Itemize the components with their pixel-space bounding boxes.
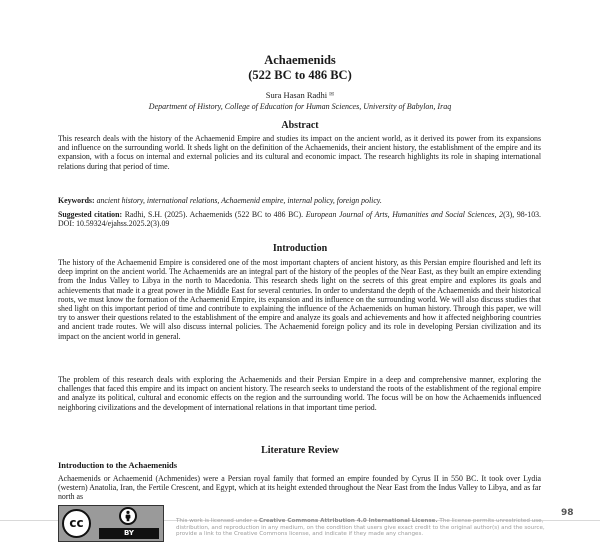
introduction-paragraph-2: The problem of this research deals with exploring the Achaemenids and their Persian Empire in a deep and comprehensive manner, exploring the challenges that faced this empire and its impact on ancient history. The research seeks to understand the roots of the establishment of the regional empire and analyze its political, cultural and economic effects on the region and the surrounding world. The focus will be on how the Achaemenids influenced neighboring civilizations and the development of international relations in that important time period. — [58, 375, 541, 412]
license-text — [176, 518, 556, 538]
author-name: Sura Hasan Radhi — [265, 90, 328, 100]
citation-text-b: (3), 98-103. DOI: 10.59324/ejahss.2025.2(3).09 — [58, 210, 541, 229]
orcid-icon[interactable]: ✉ — [329, 92, 335, 98]
citation-label: Suggested citation: — [58, 210, 123, 219]
citation-journal: European Journal of Arts, Humanities and Social Sciences, 2 — [305, 210, 504, 219]
page-number: 98 — [561, 508, 574, 518]
citation-text-a: Radhi, S.H. (2025). Achaemenids (522 BC to 486 BC). — [124, 210, 304, 219]
introduction-heading: Introduction — [272, 243, 328, 254]
literature-review-paragraph-1: Achaemenids or Achaemenid (Achmenides) were a Persian royal family that formed an empire founded by Cyrus II in 550 BC. It took over Lydia (western) Anatolia, Iran, the Fertile Crescent, and Egypt, which at its height extended throughout the Near East from the Indus Valley to Libya, and as far north as — [58, 474, 541, 502]
license-text-b: The license permits unrestricted use, distribution, and reproduction in any medium, on the condition that users give exact credit to the original author(s) and the source, provide a link to the Creative Commons license, and indicate if they made any changes. — [176, 518, 545, 538]
paper-subtitle: (522 BC to 486 BC) — [248, 68, 352, 82]
author-affiliation: Department of History, College of Education for Human Sciences, University of Babylon, Iraq — [148, 102, 452, 111]
literature-review-subheading: Introduction to the Achaemenids — [58, 460, 178, 470]
license-link[interactable]: Creative Commons Attribution 4.0 International License. — [259, 518, 438, 524]
attribution-person-icon — [119, 507, 137, 525]
cc-by-license-badge[interactable] — [58, 505, 164, 542]
paper-title-block — [0, 53, 600, 83]
introduction-paragraph-1: The history of the Achaemenid Empire is considered one of the most important chapters of ancient history, as this Persian empire flourished and left its deep imprint on the ancient world. The Achaemenids are an integral part of the history of the peoples of the Near East, as they built an empire extending from the Indus Valley to Libya in the north to Macedonia. This research sheds light on the secrets of this great empire and explores its goals and achievements that made it a great power in the Middle East for several centuries. In order to understand the depth of the Achaemenids and their historical roots, we must know the formation of the Achaemenid Empire, its expansion and its influence on the surrounding world. We will also discuss studies that shed light on this important period of time and contribute to explaining the influence of the Achaemenids on human history. Through this paper, we will try to answer their questions related to the establishment of the empire and analyze its goals and achievements and how it affected neighboring countries and ancient trade routes. We will also discuss internal policies. The Achaemenid foreign policy and its role in developing Persian civilization and its impact on the ancient world in general. — [58, 258, 541, 341]
abstract-text: This research deals with the history of the Achaemenid Empire and studies its impact on the ancient world, as it derived its power from its expansions and influence on the surrounding world. It sheds light on the definition of the Achaemenids, their ancient history, the establishment of the empire and its expansion, with a focus on internal and external policies and its cultural and economic impact. The research highlights its role in shaping international relations during that period of time. — [58, 134, 541, 171]
paper-title: Achaemenids — [264, 53, 336, 67]
creative-commons-icon: cc — [62, 509, 91, 538]
citation-block — [58, 210, 541, 228]
keywords-text: ancient history, international relations, Achaemenid empire, internal policy, foreign policy. — [96, 196, 382, 205]
license-text-a: This work is licensed under a — [176, 518, 258, 524]
author-line — [0, 90, 600, 100]
abstract-heading: Abstract — [281, 120, 319, 131]
literature-review-heading: Literature Review — [261, 445, 339, 456]
by-label: BY — [99, 528, 159, 539]
keywords-line — [58, 196, 541, 205]
keywords-label: Keywords: — [58, 196, 95, 205]
